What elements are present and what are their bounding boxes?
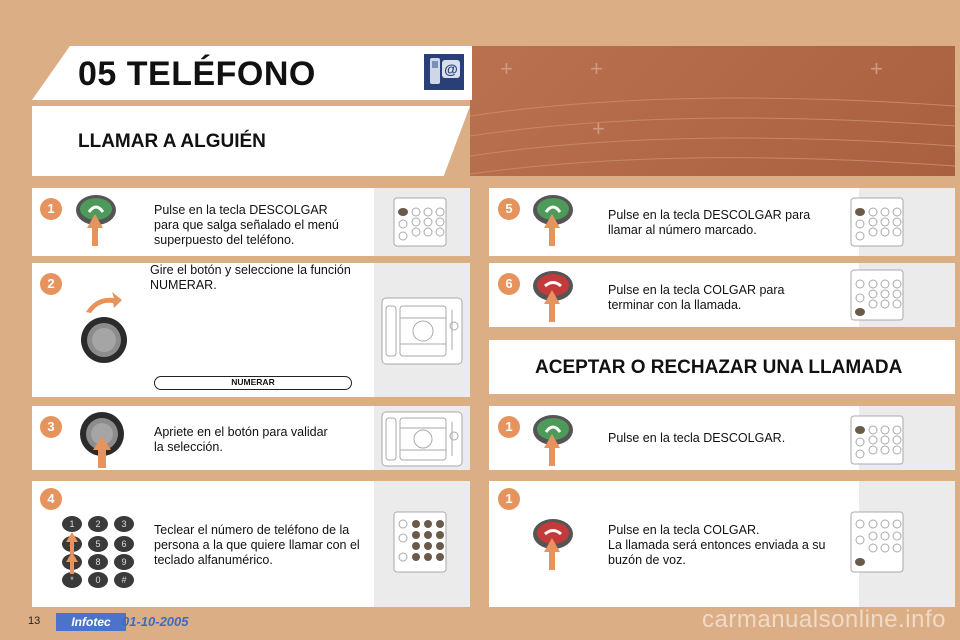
- rotary-knob-press-icon: [74, 408, 130, 470]
- watermark: carmanualsonline.info: [702, 606, 946, 633]
- footer-date: 01-10-2005: [122, 614, 189, 629]
- radio-panel-diagram: [849, 510, 905, 574]
- step-number: 3: [40, 416, 62, 438]
- radio-keypad-diagram: [392, 510, 448, 574]
- radio-console-diagram: [380, 296, 464, 366]
- step-text: Apriete en el botón para validar la selección.: [154, 425, 328, 454]
- svg-text:#: #: [121, 575, 127, 585]
- radio-panel-diagram: [392, 196, 448, 248]
- svg-text:+: +: [590, 56, 603, 81]
- svg-text:+: +: [500, 56, 513, 81]
- infotec-logo: Infotec: [56, 613, 126, 631]
- svg-text:6: 6: [121, 539, 127, 549]
- svg-text:8: 8: [95, 557, 101, 567]
- svg-text:1: 1: [69, 519, 75, 529]
- step-text: Pulse en la tecla COLGAR para terminar con la llamada.: [608, 283, 785, 312]
- radio-panel-diagram: [849, 196, 905, 248]
- section-title-call: LLAMAR A ALGUIÉN: [78, 131, 266, 152]
- page-title: 05 TELÉFONO: [78, 55, 316, 93]
- answer-button-icon: [527, 190, 577, 248]
- page-number: 13: [28, 615, 41, 627]
- svg-text:3: 3: [121, 519, 127, 529]
- keypad-icon: [60, 514, 136, 592]
- step-number: 4: [40, 488, 62, 510]
- radio-panel-diagram: [849, 414, 905, 466]
- step-text: Pulse en la tecla DESCOLGAR.: [608, 431, 786, 445]
- svg-text:*: *: [70, 575, 74, 585]
- answer-button-icon: [527, 410, 577, 468]
- svg-text:@: @: [444, 61, 458, 77]
- radio-panel-diagram: [849, 268, 905, 322]
- step-number: 1: [40, 198, 62, 220]
- section-title-answer: ACEPTAR O RECHAZAR UNA LLAMADA: [535, 357, 903, 378]
- step-text: Gire el botón y seleccione la función NUMERAR.: [150, 263, 351, 292]
- svg-text:2: 2: [95, 519, 101, 529]
- step-number: 1: [498, 488, 520, 510]
- phone-at-icon: [424, 54, 464, 90]
- hangup-button-icon: [527, 266, 577, 324]
- numerar-label: NUMERAR: [154, 376, 352, 390]
- step-text: Pulse en la tecla DESCOLGAR para que salga señalado el menú superpuesto del teléfono.: [154, 203, 339, 247]
- svg-text:+: +: [870, 56, 883, 81]
- svg-text:0: 0: [95, 575, 101, 585]
- step-text: Pulse en la tecla DESCOLGAR para llamar al número marcado.: [608, 208, 811, 237]
- step-number: 5: [498, 198, 520, 220]
- step-text: Teclear el número de teléfono de la persona a la que quiere llamar con el teclado alfanumérico.: [154, 523, 360, 567]
- radio-console-diagram: [380, 410, 464, 468]
- svg-text:9: 9: [121, 557, 127, 567]
- step-number: 6: [498, 273, 520, 295]
- step-number: 1: [498, 416, 520, 438]
- rotary-knob-icon: [74, 290, 134, 366]
- step-number: 2: [40, 273, 62, 295]
- svg-text:5: 5: [95, 539, 101, 549]
- svg-text:+: +: [592, 116, 605, 141]
- answer-button-icon: [70, 190, 120, 248]
- step-text: Pulse en la tecla COLGAR. La llamada será entonces enviada a su buzón de voz.: [608, 523, 826, 567]
- header-decoration: [470, 46, 955, 176]
- hangup-button-icon: [527, 514, 577, 572]
